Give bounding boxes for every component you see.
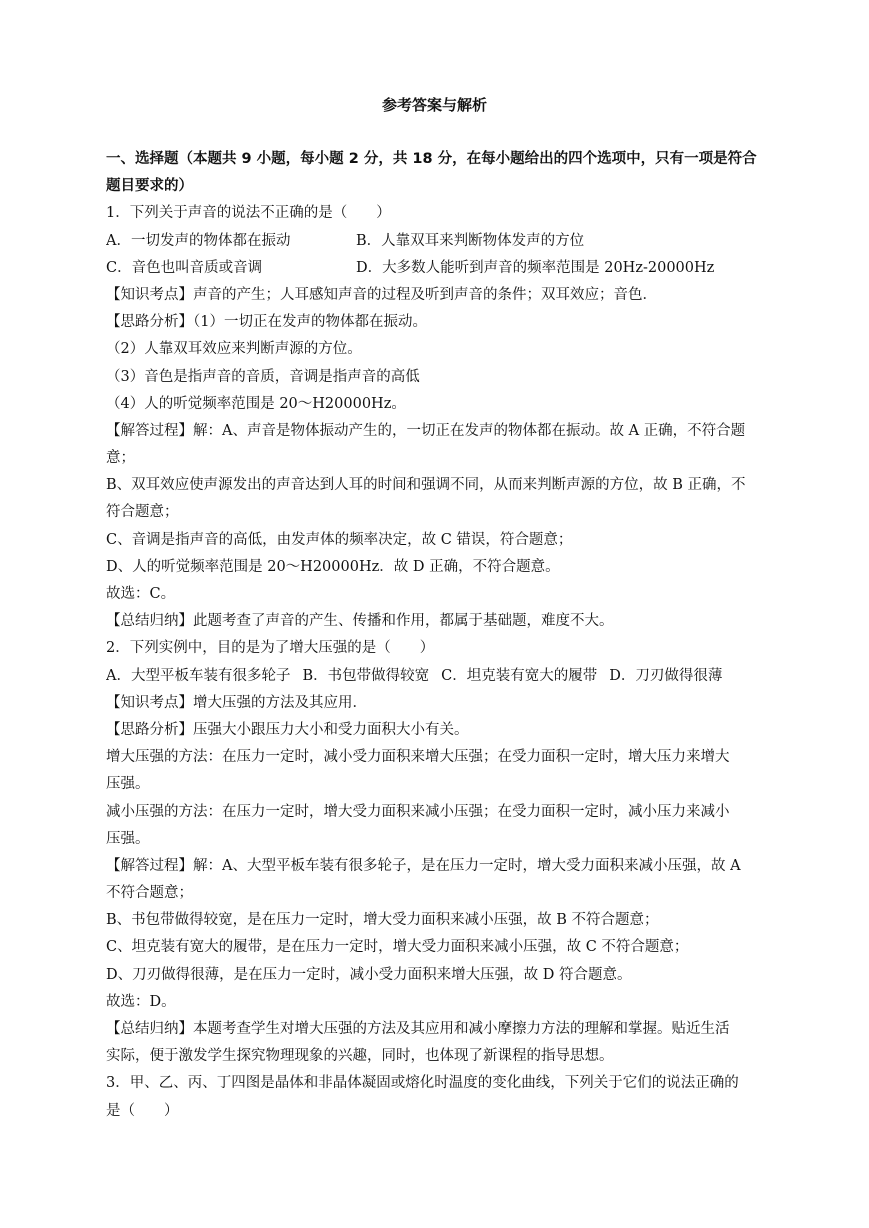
section-heading-line-2: 题目要求的） [106, 178, 193, 195]
q1-solution-c: C、音调是指声音的高低，由发声体的频率决定，故 C 错误，符合题意； [106, 531, 573, 548]
q2-options-row [106, 663, 772, 690]
q1-solution-d: D、人的听觉频率范围是 20～H20000Hz．故 D 正确，不符合题意。 [106, 558, 560, 575]
q3-stem: 3．甲、乙、丙、丁四图是晶体和非晶体凝固或熔化时温度的变化曲线，下列关于它们的说法正确的 [106, 1075, 739, 1092]
q2-analysis-decrease: 减小压强的方法：在压力一定时，增大受力面积来减小压强；在受力面积一定时，减小压力来减小 [106, 803, 730, 820]
q1-solution-a: 【解答过程】解：A、声音是物体振动产生的，一切正在发声的物体都在振动。故 A 正确，不符合题 [106, 422, 746, 439]
q1-options-row-2 [106, 255, 772, 282]
q1-option-b: B．人靠双耳来判断物体发声的方位 [356, 232, 585, 249]
q2-option-a: A．大型平板车装有很多轮子 [106, 667, 291, 684]
section-heading-line-1: 一、选择题（本题共 9 小题，每小题 2 分，共 18 分，在每小题给出的四个选项中，只有一项是符合 [106, 151, 757, 167]
q1-option-a: A．一切发声的物体都在振动 [106, 232, 291, 249]
q1-analysis: 【思路分析】（1）一切正在发声的物体都在振动。 [106, 314, 427, 331]
q1-solution-b: B、双耳效应使声源发出的声音达到人耳的时间和强调不同，从而来判断声源的方位，故 B 正确，不 [106, 477, 746, 494]
q1-option-d: D．大多数人能听到声音的频率范围是 20Hz-20000Hz [356, 259, 715, 276]
q1-knowledge-point: 【知识考点】声音的产生；人耳感知声音的过程及听到声音的条件；双耳效应；音色． [106, 286, 657, 303]
q2-solution-d: D、刀刃做得很薄，是在压力一定时，减小受力面积来增大压强，故 D 符合题意。 [106, 966, 632, 983]
q2-stem: 2．下列实例中，目的是为了增大压强的是（ ） [106, 640, 435, 657]
q2-option-d: D．刀刃做得很薄 [609, 667, 723, 684]
q1-options-row-1 [106, 228, 772, 255]
document-body [106, 146, 772, 1125]
q2-option-b: B．书包带做得较宽 [302, 667, 430, 684]
q1-stem: 1．下列关于声音的说法不正确的是（ ） [106, 205, 391, 222]
q1-option-c: C．音色也叫音质或音调 [106, 259, 263, 276]
q2-summary: 【总结归纳】本题考查学生对增大压强的方法及其应用和减小摩擦力方法的理解和掌握。贴近生活 [106, 1021, 730, 1037]
q2-analysis-increase: 增大压强的方法：在压力一定时，减小受力面积来增大压强；在受力面积一定时，增大压力来增大 [106, 749, 730, 766]
q2-solution-b: B、书包带做得较宽，是在压力一定时，增大受力面积来减小压强，故 B 不符合题意； [106, 912, 659, 929]
q2-solution-c: C、坦克装有宽大的履带，是在压力一定时，增大受力面积来减小压强，故 C 不符合题意； [106, 939, 689, 956]
q2-analysis-decrease-cont: 压强。 [106, 830, 150, 847]
q1-solution-a-cont: 意； [106, 450, 135, 467]
q1-summary: 【总结归纳】此题考查了声音的产生、传播和作用，都属于基础题，难度不大。 [106, 613, 614, 630]
q2-analysis-increase-cont: 压强。 [106, 776, 150, 793]
q1-analysis-3: （3）音色是指声音的音质，音调是指声音的高低 [106, 368, 420, 385]
page-title: 参考答案与解析 [381, 96, 487, 114]
q3-stem-cont: 是（ ） [106, 1102, 179, 1119]
q1-analysis-2: （2）人靠双耳效应来判断声源的方位。 [106, 341, 362, 358]
q2-answer: 故选：D。 [106, 993, 176, 1010]
q2-solution-a: 【解答过程】解：A、大型平板车装有很多轮子，是在压力一定时，增大受力面积来减小压强，故 A [106, 857, 741, 874]
q2-summary-cont: 实际，便于激发学生探究物理现象的兴趣，同时，也体现了新课程的指导思想。 [106, 1048, 614, 1065]
q1-answer: 故选：C。 [106, 586, 176, 602]
q2-option-c: C．坦克装有宽大的履带 [441, 667, 598, 684]
q2-solution-a-cont: 不符合题意； [106, 885, 193, 902]
q1-analysis-4: （4）人的听觉频率范围是 20～H20000Hz。 [106, 395, 406, 412]
q2-analysis: 【思路分析】压强大小跟压力大小和受力面积大小有关。 [106, 721, 469, 738]
q2-knowledge-point: 【知识考点】增大压强的方法及其应用． [106, 694, 367, 711]
q1-solution-b-cont: 符合题意； [106, 504, 179, 521]
